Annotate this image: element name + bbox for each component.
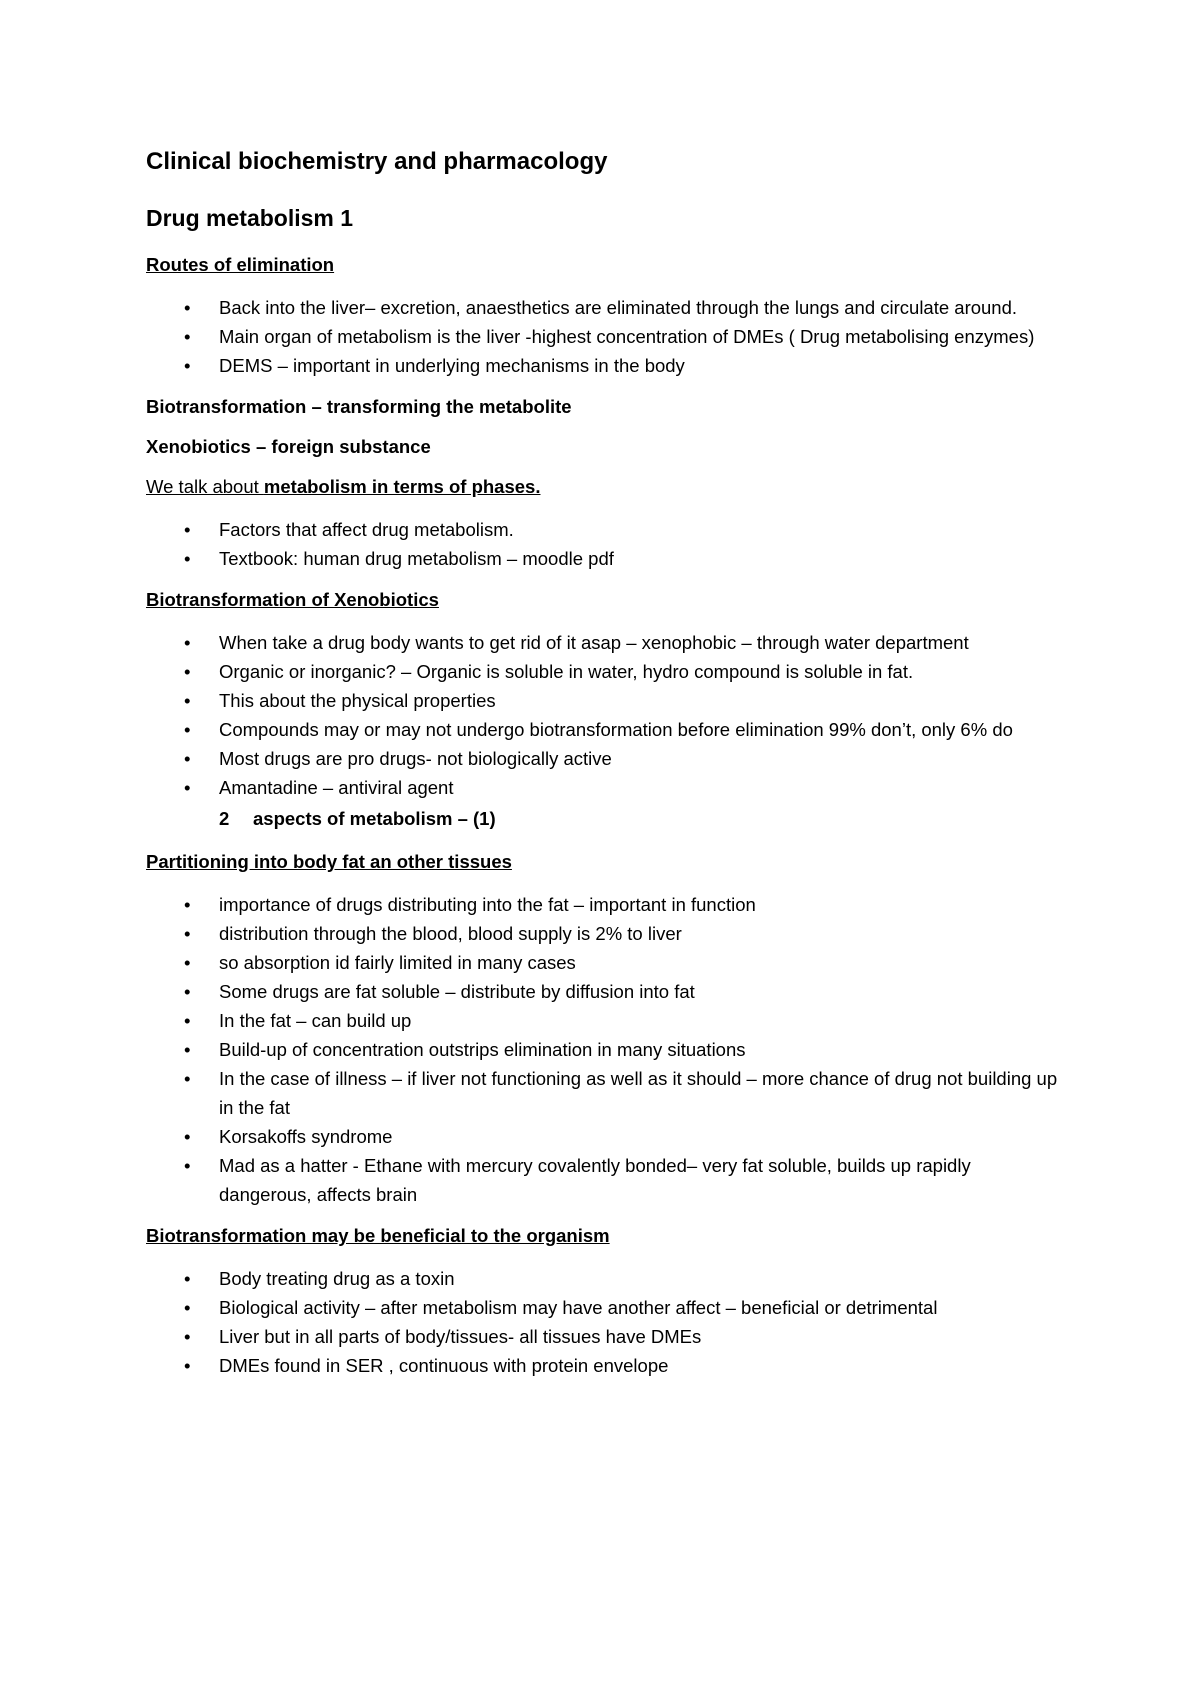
list-item: • importance of drugs distributing into the fat – important in function [146, 890, 1066, 919]
biotransformation-xenobiotics-heading: Biotransformation of Xenobiotics [146, 589, 439, 610]
list-item: • DMEs found in SER , continuous with protein envelope [146, 1351, 1066, 1380]
biotransformation-definition: Biotransformation – transforming the metabolite [146, 396, 572, 417]
list-item: • Back into the liver– excretion, anaesthetics are eliminated through the lungs and circulate around. [146, 293, 1066, 322]
list-item: • In the case of illness – if liver not functioning as well as it should – more chance of drug not building up in the fat [146, 1064, 1066, 1122]
partitioning-list [146, 890, 1066, 1209]
partitioning-heading: Partitioning into body fat an other tissues [146, 851, 512, 872]
bullet-icon: • [184, 690, 191, 711]
bullet-icon: • [184, 1297, 191, 1318]
list-item: • Liver but in all parts of body/tissues- all tissues have DMEs [146, 1322, 1066, 1351]
bullet-icon: • [184, 519, 191, 540]
bullet-icon: • [184, 777, 191, 798]
bullet-icon: • [184, 719, 191, 740]
list-item: • This about the physical properties [146, 686, 1066, 715]
routes-list [146, 293, 1066, 380]
bullet-icon: • [184, 297, 191, 318]
list-item: • In the fat – can build up [146, 1006, 1066, 1035]
numbered-line-text: aspects of metabolism – (1) [253, 808, 496, 829]
list-item: • Organic or inorganic? – Organic is soluble in water, hydro compound is soluble in fat. [146, 657, 1066, 686]
bullet-icon: • [184, 894, 191, 915]
list-item: • Body treating drug as a toxin [146, 1264, 1066, 1293]
beneficial-heading: Biotransformation may be beneficial to the organism [146, 1225, 610, 1246]
list-item: • Amantadine – antiviral agent [146, 773, 1066, 802]
bullet-icon: • [184, 923, 191, 944]
bullet-icon: • [184, 1155, 191, 1176]
list-item: • Korsakoffs syndrome [146, 1122, 1066, 1151]
bullet-icon: • [184, 952, 191, 973]
bullet-icon: • [184, 1068, 191, 1089]
list-item: • Factors that affect drug metabolism. [146, 515, 1066, 544]
bullet-icon: • [184, 661, 191, 682]
document-title: Clinical biochemistry and pharmacology [146, 148, 608, 175]
list-item: • distribution through the blood, blood supply is 2% to liver [146, 919, 1066, 948]
list-item: • Most drugs are pro drugs- not biologically active [146, 744, 1066, 773]
list-item: • Mad as a hatter - Ethane with mercury covalently bonded– very fat soluble, builds up rapidly dangerous, affects brain [146, 1151, 1066, 1209]
list-item: • Biological activity – after metabolism may have another affect – beneficial or detrimental [146, 1293, 1066, 1322]
bullet-icon: • [184, 326, 191, 347]
bullet-icon: • [184, 1326, 191, 1347]
list-item: • Some drugs are fat soluble – distribute by diffusion into fat [146, 977, 1066, 1006]
xenobiotics-definition: Xenobiotics – foreign substance [146, 436, 431, 457]
phases-line: We talk about metabolism in terms of phases. [146, 476, 541, 497]
list-item: • When take a drug body wants to get rid of it asap – xenophobic – through water department [146, 628, 1066, 657]
list-item: • Main organ of metabolism is the liver -highest concentration of DMEs ( Drug metabolising enzymes) [146, 322, 1066, 351]
numbered-line [146, 804, 1066, 834]
routes-heading: Routes of elimination [146, 254, 335, 275]
document-subtitle: Drug metabolism 1 [146, 205, 354, 231]
list-item: • Compounds may or may not undergo biotransformation before elimination 99% don’t, only 6% do [146, 715, 1066, 744]
bullet-icon: • [184, 1010, 191, 1031]
bullet-icon: • [184, 355, 191, 376]
bullet-icon: • [184, 1126, 191, 1147]
document-body [146, 147, 1066, 1395]
bullet-icon: • [184, 1268, 191, 1289]
list-item: • so absorption id fairly limited in many cases [146, 948, 1066, 977]
list-item: • Textbook: human drug metabolism – moodle pdf [146, 544, 1066, 573]
list-item: • Build-up of concentration outstrips elimination in many situations [146, 1035, 1066, 1064]
beneficial-list [146, 1264, 1066, 1380]
numbered-line-number: 2 [219, 808, 230, 829]
bullet-icon: • [184, 1039, 191, 1060]
bullet-icon: • [184, 632, 191, 653]
bullet-icon: • [184, 548, 191, 569]
bullet-icon: • [184, 748, 191, 769]
phases-list [146, 515, 1066, 573]
list-item: • DEMS – important in underlying mechanisms in the body [146, 351, 1066, 380]
biotransformation-xenobiotics-list [146, 628, 1066, 802]
bullet-icon: • [184, 1355, 191, 1376]
bullet-icon: • [184, 981, 191, 1002]
